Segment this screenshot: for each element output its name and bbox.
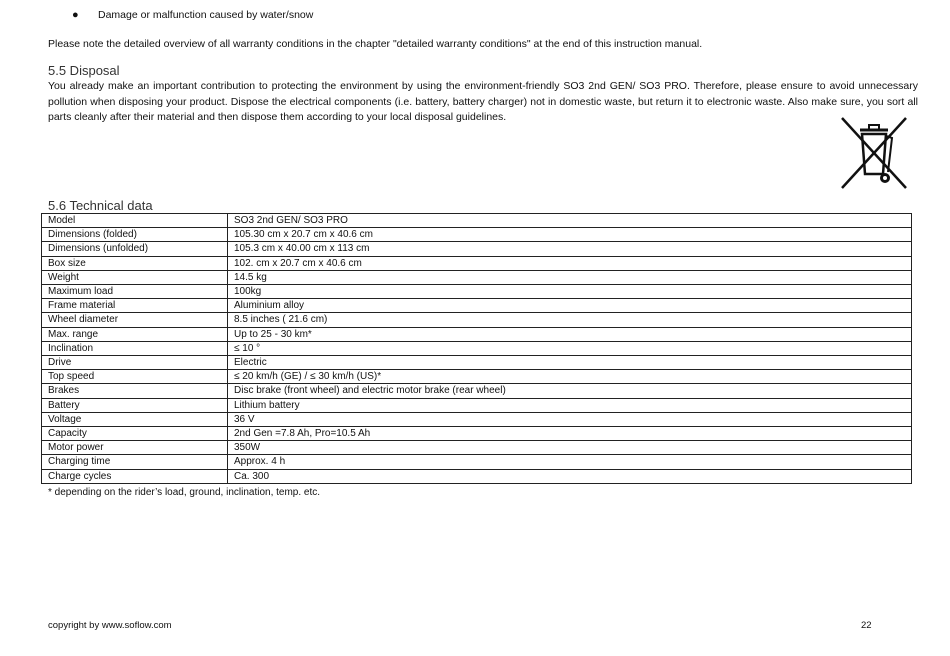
spec-value: 102. cm x 20.7 cm x 40.6 cm <box>228 256 912 270</box>
spec-value: Disc brake (front wheel) and electric motor brake (rear wheel) <box>228 384 912 398</box>
table-row <box>42 313 912 327</box>
spec-label: Max. range <box>42 327 228 341</box>
spec-label: Top speed <box>42 370 228 384</box>
table-row <box>42 370 912 384</box>
spec-label: Frame material <box>42 299 228 313</box>
table-row <box>42 242 912 256</box>
table-row <box>42 228 912 242</box>
table-row <box>42 427 912 441</box>
bullet-text: Damage or malfunction caused by water/snow <box>98 9 314 21</box>
spec-value: 8.5 inches ( 21.6 cm) <box>228 313 912 327</box>
table-row <box>42 412 912 426</box>
table-row <box>42 285 912 299</box>
spec-label: Voltage <box>42 412 228 426</box>
spec-label: Dimensions (unfolded) <box>42 242 228 256</box>
technical-data-table <box>41 213 912 484</box>
table-row <box>42 455 912 469</box>
table-row <box>42 356 912 370</box>
disposal-heading: 5.5 Disposal <box>48 63 120 78</box>
copyright-footer: copyright by www.soflow.com <box>48 620 172 631</box>
bullet-icon: ● <box>72 9 79 21</box>
spec-label: Maximum load <box>42 285 228 299</box>
spec-label: Dimensions (folded) <box>42 228 228 242</box>
table-row <box>42 256 912 270</box>
crossed-out-wheelie-bin-icon <box>838 116 910 190</box>
spec-value: 14.5 kg <box>228 270 912 284</box>
table-row <box>42 441 912 455</box>
table-row <box>42 341 912 355</box>
table-row <box>42 398 912 412</box>
spec-value: Lithium battery <box>228 398 912 412</box>
spec-label: Capacity <box>42 427 228 441</box>
table-row <box>42 214 912 228</box>
table-row <box>42 469 912 483</box>
spec-label: Motor power <box>42 441 228 455</box>
spec-label: Inclination <box>42 341 228 355</box>
spec-value: 105.3 cm x 40.00 cm x 113 cm <box>228 242 912 256</box>
spec-value: 105.30 cm x 20.7 cm x 40.6 cm <box>228 228 912 242</box>
spec-value: Ca. 300 <box>228 469 912 483</box>
table-row <box>42 384 912 398</box>
table-row <box>42 299 912 313</box>
spec-label: Battery <box>42 398 228 412</box>
spec-label: Charge cycles <box>42 469 228 483</box>
spec-value: Approx. 4 h <box>228 455 912 469</box>
spec-label: Drive <box>42 356 228 370</box>
table-footnote: * depending on the rider’s load, ground, inclination, temp. etc. <box>48 487 321 498</box>
page-number: 22 <box>861 620 872 631</box>
spec-value: ≤ 20 km/h (GE) / ≤ 30 km/h (US)* <box>228 370 912 384</box>
spec-label: Weight <box>42 270 228 284</box>
spec-value: 2nd Gen =7.8 Ah, Pro=10.5 Ah <box>228 427 912 441</box>
spec-value: Up to 25 - 30 km* <box>228 327 912 341</box>
spec-label: Wheel diameter <box>42 313 228 327</box>
spec-label: Box size <box>42 256 228 270</box>
table-row <box>42 270 912 284</box>
table-row <box>42 327 912 341</box>
spec-value: ≤ 10 ° <box>228 341 912 355</box>
spec-label: Brakes <box>42 384 228 398</box>
spec-value: 100kg <box>228 285 912 299</box>
spec-value: 36 V <box>228 412 912 426</box>
disposal-paragraph: You already make an important contribution to protecting the environment by using the environment-friendly SO3 2nd GEN/ SO3 PRO. Therefore, please ensure to avoid unnecessary pollution when disposing your product. Dispose the electrical components (i.e. battery, battery charger) not in domestic waste, but return it to electronic waste. Also make sure, you sort all parts cleanly after their material and then dispose them according to your local disposal guidelines. <box>48 80 918 123</box>
spec-value: Aluminium alloy <box>228 299 912 313</box>
spec-value: Electric <box>228 356 912 370</box>
spec-value: SO3 2nd GEN/ SO3 PRO <box>228 214 912 228</box>
spec-label: Model <box>42 214 228 228</box>
technical-data-heading: 5.6 Technical data <box>48 198 153 213</box>
spec-value: 350W <box>228 441 912 455</box>
warranty-note: Please note the detailed overview of all warranty conditions in the chapter "detailed warranty conditions" at the end of this instruction manual. <box>48 38 703 50</box>
spec-label: Charging time <box>42 455 228 469</box>
